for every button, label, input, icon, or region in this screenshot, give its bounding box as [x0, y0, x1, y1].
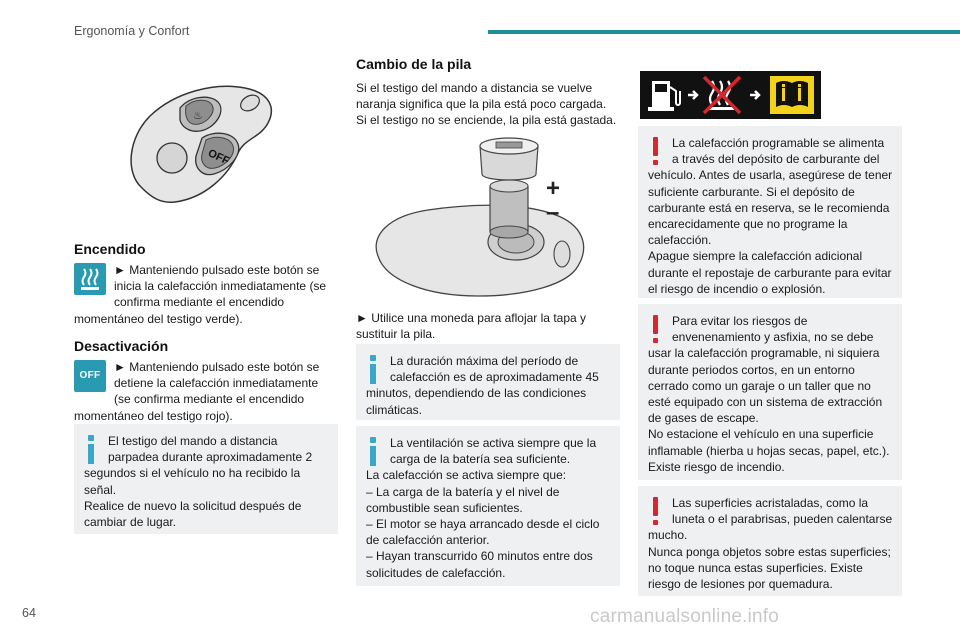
warning-icon: [648, 137, 662, 167]
section-header: Ergonomía y Confort: [74, 24, 190, 38]
battery-replacement-figure: [368, 136, 598, 302]
warning-paragraph: Las superficies acristaladas, como la luneta o el parabrisas, pueden calentarse mucho.: [648, 496, 893, 543]
off-button-label: OFF: [205, 147, 231, 168]
manual-book-icon: [770, 76, 814, 114]
off-badge: OFF: [74, 360, 106, 392]
info-icon: [84, 435, 98, 465]
info-icon: [366, 355, 380, 385]
arrow-icon: [688, 91, 697, 99]
warning-paragraph: La calefacción programable se alimenta a través del depósito de carburante del vehículo. Antes de usarla, asegúrese de tener suficiente carburante. Si el depósito de carburante está en reserva, se le recomienda encarecidamente que no programe la calefacción.: [648, 136, 893, 248]
note-paragraph: – Hayan transcurrido 60 minutos entre dos solicitudes de calefacción.: [366, 549, 593, 580]
encendido-heading: Encendido: [74, 241, 146, 257]
desactivacion-text: [74, 359, 338, 424]
page-number: 64: [22, 606, 36, 620]
middle-info-note-2: [356, 426, 620, 586]
note-paragraph: – El motor se haya arrancado desde el ciclo de calefacción anterior.: [366, 517, 600, 548]
warning-paragraph: Nunca ponga objetos sobre estas superficies; no toque nunca estas superficies. Existe riesgo de lesiones por quemadura.: [648, 544, 891, 592]
note-paragraph: La duración máxima del período de calefacción es de aproximadamente 45 minutos, dependiendo de las condiciones climáticas.: [366, 354, 599, 417]
note-paragraph: La ventilación se activa siempre que la carga de la batería sea suficiente.: [390, 436, 597, 467]
pictogram-strip: [640, 71, 821, 119]
heat-icon: [79, 267, 101, 291]
battery-minus-label: –: [546, 199, 560, 226]
battery-plus-label: +: [546, 175, 561, 202]
warning-icon: [648, 315, 662, 345]
info-icon: [366, 437, 380, 467]
fuel-pump-icon: [648, 81, 680, 111]
warning-note-2: [638, 304, 902, 480]
remote-control-figure: [120, 78, 280, 208]
desactivacion-body: ► Manteniendo pulsado este botón se detiene la calefacción inmediatamente (se confirma mediante el encendido momentáneo del testigo rojo).: [74, 360, 320, 423]
warning-icon: [648, 497, 662, 527]
cambio-pila-heading: Cambio de la pila: [356, 56, 472, 72]
note-paragraph: – La carga de la batería y el nivel de combustible sean suficientes.: [366, 484, 560, 515]
note-paragraph: El testigo del mando a distancia parpadea durante aproximadamente 2 segundos si el vehículo no ha recibido la señal.: [84, 434, 313, 497]
note-paragraph: La calefacción se activa siempre que:: [366, 468, 567, 483]
warning-note-1: [638, 126, 902, 298]
watermark: carmanualsonline.info: [590, 606, 780, 627]
step-coin: ► Utilice una moneda para aflojar la tapa y sustituir la pila.: [356, 311, 587, 342]
encendido-body: ► Manteniendo pulsado este botón se inicia la calefacción inmediatamente (se confirma mediante el encendido momentáneo del testigo verde).: [74, 263, 327, 326]
arrow-icon: [750, 91, 759, 99]
cambio-pila-intro: Si el testigo del mando a distancia se vuelve naranja significa que la pila está poco cargada. Si el testigo no se enciende, la pila está gastada.: [356, 81, 617, 128]
warning-note-3: [638, 486, 902, 596]
heat-button-glyph: ♨: [193, 109, 203, 122]
warning-paragraph: No estacione el vehículo en una superficie inflamable (hierba u hojas secas, papel, etc.). Existe riesgo de incendio.: [648, 427, 890, 474]
heat-badge: [74, 263, 106, 295]
warning-paragraph: Para evitar los riesgos de envenenamiento y asfixia, no se debe usar la calefacción programable, ni siquiera durante periodos cortos, en un entorno cerrado como un garaje o un taller que no esté equipado con un sistema de extracción de gases de escape.: [648, 314, 883, 426]
encendido-text: [74, 262, 338, 327]
middle-info-note-1: [356, 344, 620, 420]
desactivacion-heading: Desactivación: [74, 338, 169, 354]
warning-paragraph: Apague siempre la calefacción adicional durante el repostaje de carburante para evitar el riesgo de incendio o explosión.: [648, 249, 892, 296]
header-accent-bar: [488, 30, 960, 34]
left-info-note: [74, 424, 338, 534]
note-paragraph: Realice de nuevo la solicitud después de cambiar de lugar.: [84, 498, 302, 530]
no-heating-icon: [704, 77, 740, 113]
